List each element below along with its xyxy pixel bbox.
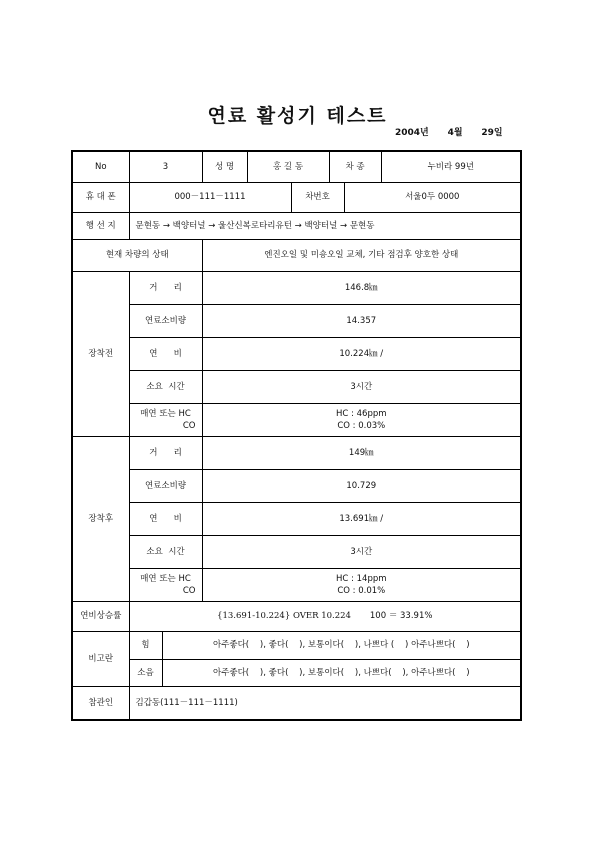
phone-value: 000－111－1111 [129,182,291,212]
before-efficiency-label: 연 비 [129,337,202,370]
before-distance-row [72,271,521,304]
observer-label: 참관인 [72,686,129,720]
power-options: 아주좋다( ), 좋다( ), 보통이다( ), 나쁘다 ( ) 아주나쁘다( ) [162,631,521,659]
before-distance-label: 거 리 [129,271,202,304]
vehicle-label: 차 종 [329,151,381,182]
before-hc-value: HC : 46ppm [336,408,387,419]
improvement-value [129,601,521,631]
test-form-table [71,150,522,721]
power-label: 힘 [129,631,162,659]
after-time-value: 3시간 [202,535,521,568]
state-label: 현재 차량의 상태 [72,239,202,271]
remarks-label: 비고란 [72,631,129,686]
before-efficiency-row [72,337,521,370]
plate-label: 차번호 [291,182,344,212]
after-distance-row [72,436,521,469]
after-fuel-row [72,469,521,502]
after-emission-label [129,568,202,601]
name-label: 성 명 [202,151,247,182]
before-emission-row [72,403,521,436]
vehicle-value: 누비라 99년 [381,151,521,182]
remarks-noise-row [72,659,521,686]
plate-value: 서울0두 0000 [344,182,521,212]
document-title: 연료 활성기 테스트 [207,105,388,127]
phone-label: 휴 대 폰 [72,182,129,212]
after-efficiency-value: 13.691㎞ / [202,502,521,535]
before-emission-label-2: CO [182,420,196,431]
before-fuel-value: 14.357 [202,304,521,337]
before-time-label: 소요 시간 [129,370,202,403]
before-emission-value [202,403,521,436]
before-emission-label-1: 매연 또는 HC [140,408,191,419]
date-year: 2004년 [395,128,429,138]
after-distance-value: 149㎞ [202,436,521,469]
before-efficiency-value: 10.224㎞ / [202,337,521,370]
no-value: 3 [129,151,202,182]
info-row-2 [72,182,521,212]
before-fuel-label: 연료소비량 [129,304,202,337]
before-time-value: 3시간 [202,370,521,403]
after-emission-row [72,568,521,601]
route-value: 문현동 → 백양터널 → 울산신복로타리유턴 → 백양터널 → 문현동 [129,212,521,239]
after-fuel-value: 10.729 [202,469,521,502]
no-label: No [72,151,129,182]
test-date [395,125,503,138]
after-emission-value [202,568,521,601]
before-fuel-row [72,304,521,337]
after-emission-label-1: 매연 또는 HC [140,573,191,584]
after-co-value: CO : 0.01% [337,585,386,596]
state-value: 엔진오일 및 미숑오일 교체, 기타 점검후 양호한 상태 [202,239,521,271]
observer-value: 김갑동(111－111－1111) [129,686,521,720]
route-label: 행 선 지 [72,212,129,239]
after-time-row [72,535,521,568]
after-group-label: 장착후 [72,436,129,601]
before-distance-value: 146.8㎞ [202,271,521,304]
after-time-label: 소요 시간 [129,535,202,568]
improvement-formula: {13.691-10.224} OVER 10.224 [217,611,351,621]
after-hc-value: HC : 14ppm [336,573,387,584]
info-row-1 [72,151,521,182]
noise-label: 소음 [129,659,162,686]
before-emission-label [129,403,202,436]
remarks-power-row [72,631,521,659]
after-emission-label-2: CO [182,585,196,596]
improvement-label: 연비상승률 [72,601,129,631]
date-month: 4월 [447,128,463,138]
improvement-row [72,601,521,631]
state-row [72,239,521,271]
after-distance-label: 거 리 [129,436,202,469]
before-time-row [72,370,521,403]
after-fuel-label: 연료소비량 [129,469,202,502]
noise-options: 아주좋다( ), 좋다( ), 보통이다( ), 나쁘다( ), 아주나쁘다( ) [162,659,521,686]
route-row [72,212,521,239]
date-day: 29일 [481,128,503,138]
improvement-result: 100 ＝ 33.91% [369,611,433,621]
name-value: 홍 길 동 [247,151,329,182]
observer-row [72,686,521,720]
after-efficiency-label: 연 비 [129,502,202,535]
after-efficiency-row [72,502,521,535]
before-group-label: 장착전 [72,271,129,436]
before-co-value: CO : 0.03% [337,420,386,431]
